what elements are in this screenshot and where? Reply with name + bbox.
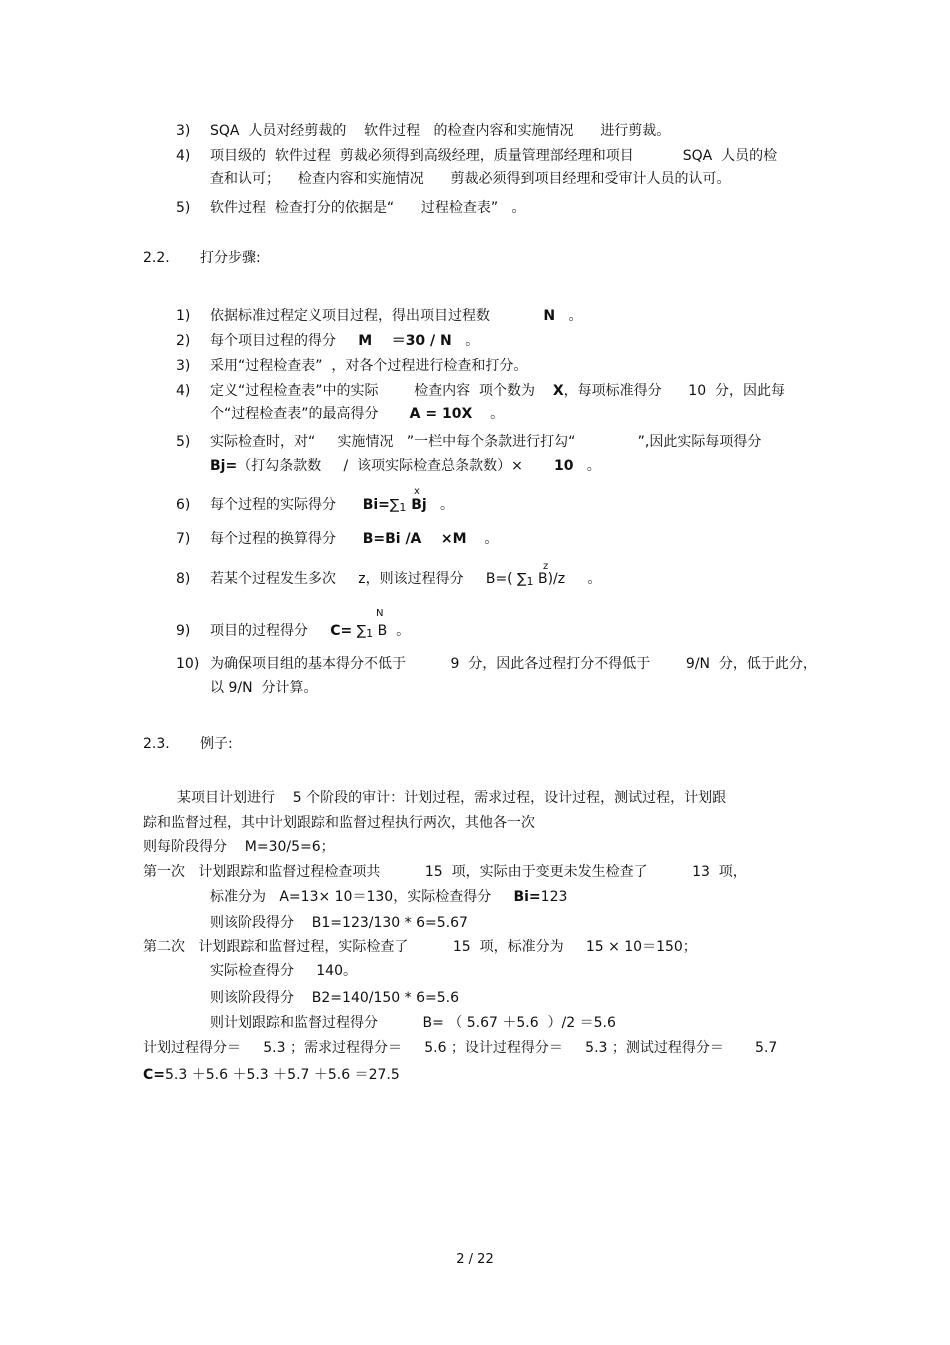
example-line: 则计划跟踪和监督过程得分 B= （ 5.67 ＋5.6 ）/2 ＝5.6: [210, 1015, 616, 1031]
step-number: 9): [176, 623, 191, 639]
step-text: 采用“过程检查表” ，对各个过程进行检查和打分。: [210, 358, 528, 374]
superscript: z: [543, 561, 549, 572]
step-text-cont: Bj=（打勾条款数 / 该项实际检查总条款数）× 10 。: [210, 458, 601, 474]
list-number: 4): [176, 148, 191, 164]
list-number: 5): [176, 200, 191, 216]
step-text-cont: 个“过程检查表”的最高得分 A = 10X 。: [210, 406, 505, 422]
list-text: SQA 人员对经剪裁的 软件过程 的检查内容和实施情况 进行剪裁。: [210, 123, 671, 139]
step-text: 定义“过程检查表”中的实际 检查内容 项个数为 X，每项标准得分 10 分，因此每: [210, 383, 786, 399]
list-number: 3): [176, 123, 191, 139]
example-line: 第一次 计划跟踪和监督过程检查项共 15 项，实际由于变更未发生检查了 13 项，: [143, 864, 747, 880]
example-line: 计划过程得分＝ 5.3 ；需求过程得分＝ 5.6 ；设计过程得分＝ 5.3 ；测试过程得分＝ 5.7: [143, 1040, 778, 1056]
step-number: 7): [176, 531, 191, 547]
step-number: 6): [176, 497, 191, 513]
step-text: 每个过程的实际得分 Bi=∑1 Bj 。: [210, 497, 455, 514]
section-number: 2.2.: [143, 250, 170, 266]
superscript: N: [376, 608, 384, 619]
example-line: C=5.3 ＋5.6 ＋5.3 ＋5.7 ＋5.6 ＝27.5: [143, 1067, 400, 1083]
section-title: 打分步骤:: [200, 250, 261, 266]
example-line: 第二次 计划跟踪和监督过程，实际检查了 15 项，标准分为 15 × 10＝150；: [143, 939, 697, 955]
example-line: 则每阶段得分 M=30/5=6；: [143, 839, 335, 855]
example-line: 实际检查得分 140。: [210, 963, 357, 979]
example-line: 则该阶段得分 B2=140/150 * 6=5.6: [210, 990, 460, 1006]
step-number: 5): [176, 434, 191, 450]
list-text: 项目级的 软件过程 剪裁必须得到高级经理，质量管理部经理和项目 SQA 人员的检: [210, 148, 778, 164]
step-number: 3): [176, 358, 191, 374]
step-number: 1): [176, 308, 191, 324]
step-number: 8): [176, 571, 191, 587]
step-number: 10): [176, 656, 200, 672]
step-text: 若某个过程发生多次 z，则该过程得分 B=( ∑1 B)/z 。: [210, 571, 602, 588]
step-text: 实际检查时，对“ 实施情况 ”一栏中每个条款进行打勾“ ”,因此实际每项得分: [210, 434, 762, 450]
step-text: 项目的过程得分 C= ∑1 B 。: [210, 623, 411, 640]
step-text: 依据标准过程定义项目过程，得出项目过程数 N 。: [210, 308, 583, 324]
step-text-cont: 以 9/N 分计算。: [210, 680, 318, 696]
example-line: 某项目计划进行 5 个阶段的审计：计划过程，需求过程，设计过程，测试过程，计划跟: [177, 790, 727, 806]
superscript: x: [414, 486, 420, 497]
list-text: 软件过程 检查打分的依据是“ 过程检查表” 。: [210, 200, 526, 216]
page-number: 2 / 22: [456, 1252, 494, 1267]
step-text: 每个项目过程的得分 M ＝30 / N 。: [210, 333, 480, 349]
section-number: 2.3.: [143, 736, 170, 752]
example-line: 踪和监督过程，其中计划跟踪和监督过程执行两次，其他各一次: [143, 815, 535, 831]
step-number: 4): [176, 383, 191, 399]
example-line: 则该阶段得分 B1=123/130 * 6=5.67: [210, 915, 468, 931]
step-number: 2): [176, 333, 191, 349]
list-text-cont: 查和认可； 检查内容和实施情况 剪裁必须得到项目经理和受审计人员的认可。: [210, 171, 731, 187]
example-line: 标准分为 A=13× 10＝130，实际检查得分 Bi=123: [210, 889, 568, 905]
section-title: 例子:: [200, 736, 233, 752]
step-text: 每个过程的换算得分 B=Bi /A ×M 。: [210, 531, 499, 547]
step-text: 为确保项目组的基本得分不低于 9 分，因此各过程打分不得低于 9/N 分，低于此分，: [210, 656, 817, 672]
